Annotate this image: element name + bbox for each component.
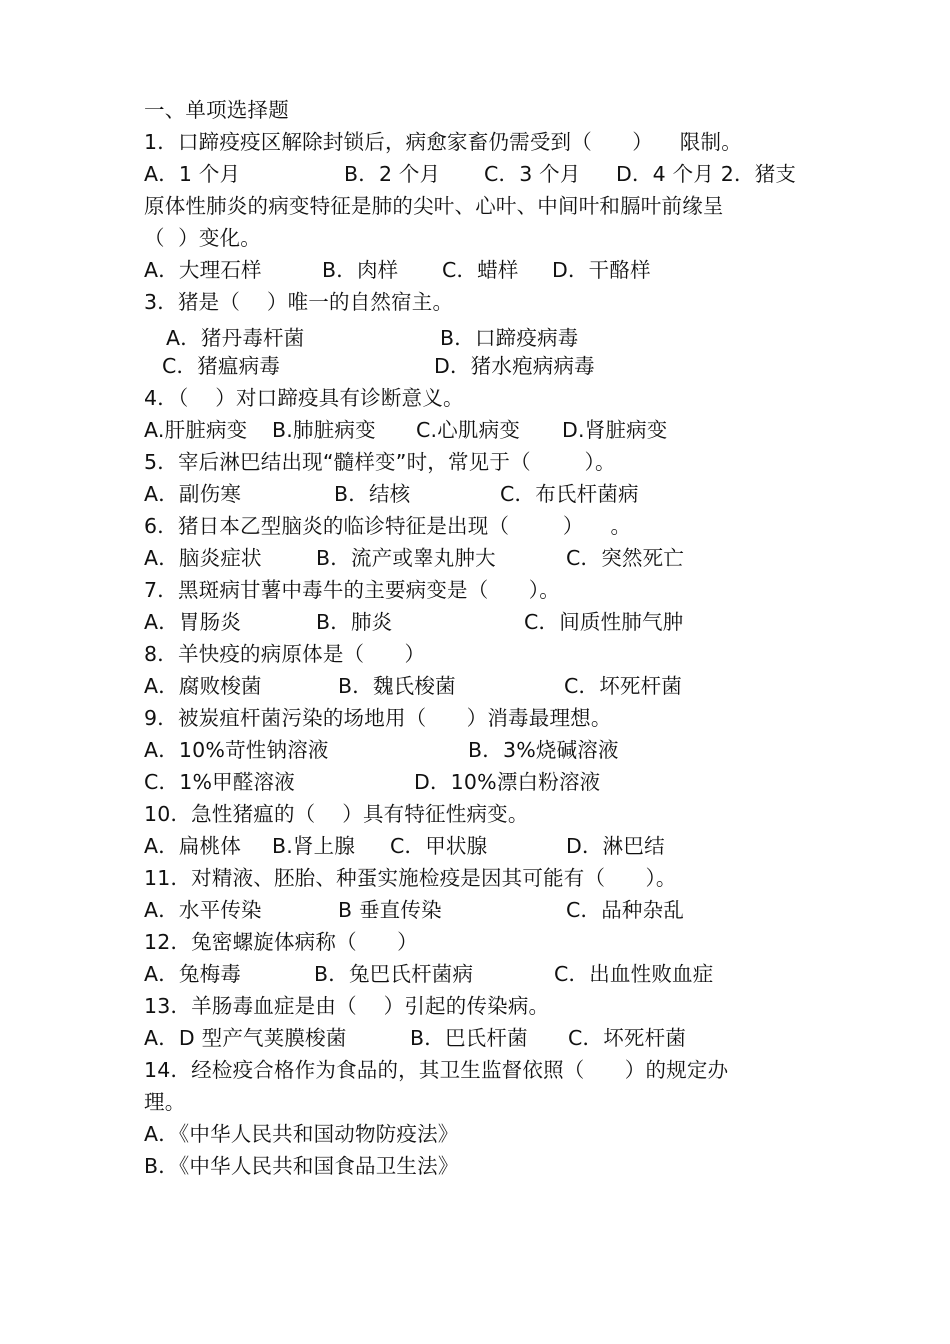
question-1-stem: 1．口蹄疫疫区解除封锁后，病愈家畜仍需受到（ ） 限制。	[144, 130, 742, 154]
option-d: D．猪水疱病病毒	[434, 354, 595, 378]
question-4-stem: 4．（ ）对口蹄疫具有诊断意义。	[144, 386, 464, 410]
option-a: A．猪丹毒杆菌	[166, 326, 305, 350]
option-b: B．流产或睾丸肿大	[316, 546, 496, 570]
question-13-stem: 13．羊肠毒血症是由（ ）引起的传染病。	[144, 994, 550, 1018]
question-7-stem: 7．黑斑病甘薯中毒牛的主要病变是（ ）。	[144, 578, 560, 602]
question-9-stem: 9．被炭疽杆菌污染的场地用（ ）消毒最理想。	[144, 706, 612, 730]
option-c: C．猪瘟病毒	[162, 354, 281, 378]
option-c: C．布氏杆菌病	[500, 482, 639, 506]
question-5-options	[144, 478, 639, 510]
option-c: C．甲状腺	[390, 834, 488, 858]
option-a: A.肝脏病变	[144, 418, 248, 442]
option-a: A．10%苛性钠溶液	[144, 738, 329, 762]
option-a: A．大理石样	[144, 258, 262, 282]
option-d: D.肾脏病变	[562, 418, 668, 442]
option-b: B．口蹄疫病毒	[440, 326, 579, 350]
question-10-stem: 10．急性猪瘟的（ ）具有特征性病变。	[144, 802, 529, 826]
question-8-options	[144, 670, 683, 702]
option-b: B．3%烧碱溶液	[468, 738, 619, 762]
question-6-options	[144, 542, 685, 574]
question-12-stem: 12．兔密螺旋体病称（ ）	[144, 930, 418, 954]
option-c: C．品种杂乱	[566, 898, 685, 922]
option-c: C．1%甲醛溶液	[144, 770, 295, 794]
question-8-stem: 8．羊快疫的病原体是（ ）	[144, 642, 426, 666]
question-2-stem-line-1: 原体性肺炎的病变特征是肺的尖叶、心叶、中间叶和膈叶前缘呈	[144, 194, 724, 218]
question-13-options	[144, 1022, 687, 1054]
question-9-options-row-2	[144, 766, 601, 798]
question-14-option-a: A．《中华人民共和国动物防疫法》	[144, 1122, 459, 1146]
option-b: B.肾上腺	[272, 834, 356, 858]
section-title: 一、单项选择题	[144, 98, 289, 122]
option-c: C．间质性肺气肿	[524, 610, 684, 634]
question-14-option-b: B．《中华人民共和国食品卫生法》	[144, 1154, 459, 1178]
option-c: C．3 个月	[484, 162, 581, 186]
question-6-stem: 6．猪日本乙型脑炎的临诊特征是出现（ ） 。	[144, 514, 632, 538]
option-d: D．10%漂白粉溶液	[414, 770, 601, 794]
option-b: B．2 个月	[344, 162, 441, 186]
option-c: C．坏死杆菌	[568, 1026, 687, 1050]
option-c: C．蜡样	[442, 258, 519, 282]
question-7-options	[144, 606, 684, 638]
question-3-stem: 3．猪是（ ）唯一的自然宿主。	[144, 290, 454, 314]
question-3-options-row-2	[144, 350, 595, 382]
question-11-stem: 11．对精液、胚胎、种蛋实施检疫是因其可能有（ ）。	[144, 866, 677, 890]
option-a: A．腐败梭菌	[144, 674, 262, 698]
question-2-options	[144, 254, 651, 286]
option-a: A．扁桃体	[144, 834, 242, 858]
option-b: B．肉样	[322, 258, 399, 282]
question-5-stem: 5．宰后淋巴结出现“髓样变”时，常见于（ ）。	[144, 450, 616, 474]
option-b: B．魏氏梭菌	[338, 674, 456, 698]
question-14-stem-line-1: 14．经检疫合格作为食品的，其卫生监督依照（ ）的规定办	[144, 1058, 729, 1082]
option-c: C.心肌病变	[416, 418, 521, 442]
option-a: A．兔梅毒	[144, 962, 242, 986]
question-9-options-row-1	[144, 734, 619, 766]
option-b: B．兔巴氏杆菌病	[314, 962, 474, 986]
option-b: B．肺炎	[316, 610, 393, 634]
question-1-options	[144, 158, 797, 190]
option-b: B.肺脏病变	[272, 418, 376, 442]
option-b: B．结核	[334, 482, 411, 506]
question-10-options	[144, 830, 665, 862]
option-c: C．出血性败血症	[554, 962, 714, 986]
option-d: D．4 个月 2．猪支	[616, 162, 797, 186]
question-4-options	[144, 414, 668, 446]
question-11-options	[144, 894, 685, 926]
option-c: C．突然死亡	[566, 546, 685, 570]
question-2-stem-line-2: （ ）变化。	[144, 226, 261, 250]
option-b: B 垂直传染	[338, 898, 442, 922]
option-a: A．胃肠炎	[144, 610, 242, 634]
option-a: A．1 个月	[144, 162, 241, 186]
option-d: D．淋巴结	[566, 834, 665, 858]
option-b: B．巴氏杆菌	[410, 1026, 528, 1050]
option-a: A．D 型产气荚膜梭菌	[144, 1026, 347, 1050]
option-d: D．干酪样	[552, 258, 651, 282]
question-14-stem-line-2: 理。	[144, 1090, 186, 1114]
question-12-options	[144, 958, 714, 990]
option-c: C．坏死杆菌	[564, 674, 683, 698]
option-a: A．水平传染	[144, 898, 262, 922]
option-a: A．副伤寒	[144, 482, 242, 506]
option-a: A．脑炎症状	[144, 546, 262, 570]
